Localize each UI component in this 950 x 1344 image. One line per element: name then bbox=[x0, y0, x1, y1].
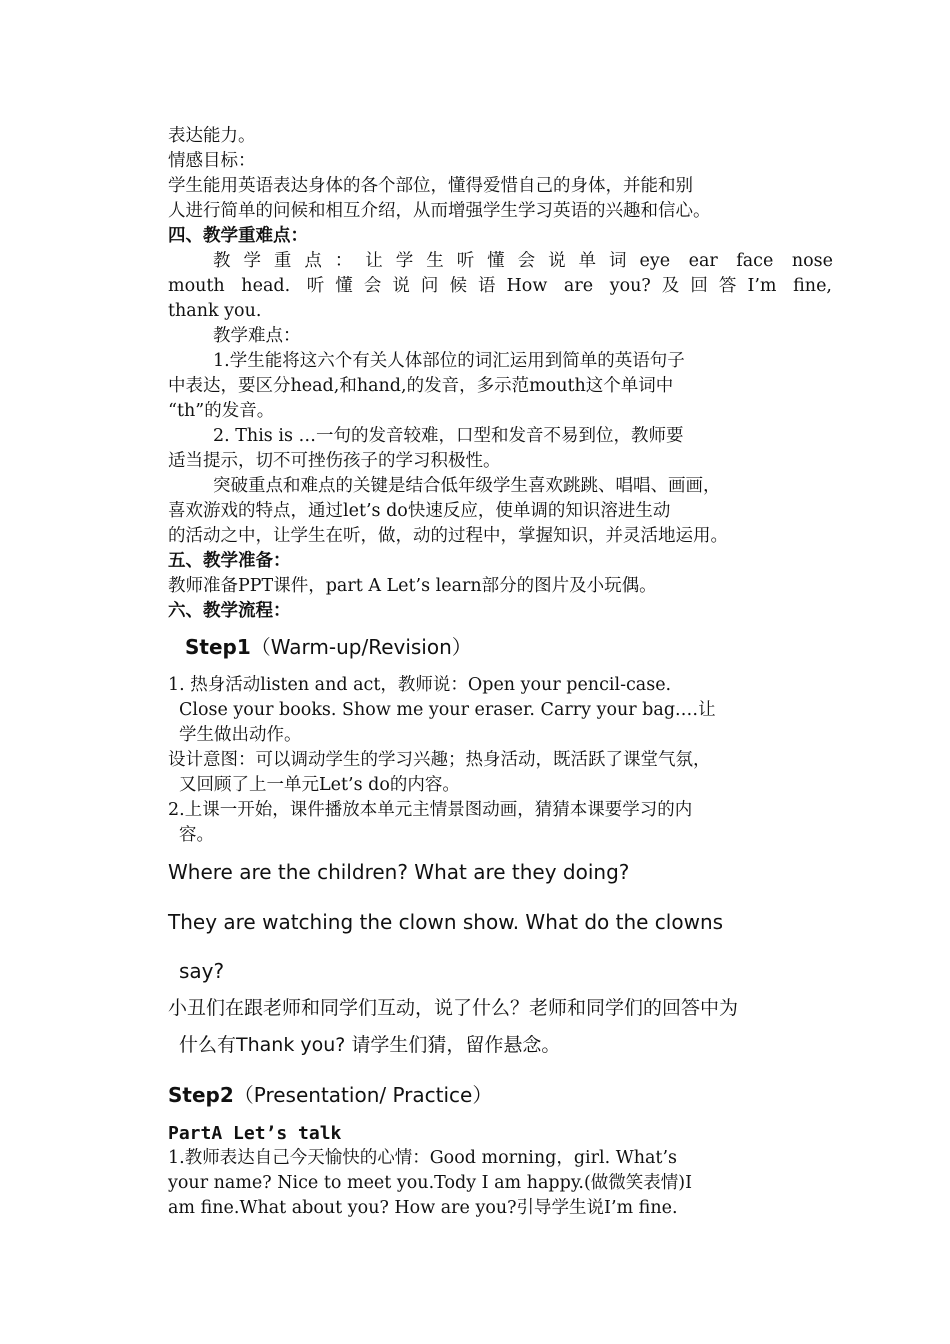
english-line: They are watching the clown show. What do the clowns bbox=[168, 910, 724, 934]
step1-title: （Warm-up/Revision） bbox=[250, 635, 472, 659]
text-line: 2. This is …一句的发音较难，口型和发音不易到位，教师要 bbox=[213, 426, 684, 446]
text-line: 1. 热身活动listen and act，教师说：Open your pencil-case. bbox=[168, 675, 672, 695]
step2-title: （Presentation/ Practice） bbox=[233, 1083, 493, 1107]
text-line: 表达能力。 bbox=[168, 126, 256, 146]
text-line: 喜欢游戏的特点，通过let’s do快速反应，使单调的知识溶进生动 bbox=[168, 501, 671, 521]
text-line: 1.教师表达自己今天愉快的心情：Good morning，girl. What’s bbox=[168, 1148, 678, 1168]
subsection-heading: PartA Let’s talk bbox=[168, 1123, 342, 1144]
text-line: am fine.What about you? How are you?引导学生说I’m fine. bbox=[168, 1198, 678, 1218]
text-line: Close your books. Show me your eraser. Carry your bag.…让 bbox=[179, 700, 716, 720]
text-line: 人进行简单的问候和相互介绍，从而增强学生学习英语的兴趣和信心。 bbox=[168, 201, 711, 221]
text-line: 适当提示，切不可挫伤孩子的学习积极性。 bbox=[168, 451, 501, 471]
text-line: 什么有Thank you? 请学生们猜，留作悬念。 bbox=[179, 1034, 561, 1056]
text-line: 设计意图：可以调动学生的学习兴趣；热身活动，既活跃了课堂气氛， bbox=[168, 750, 711, 770]
section-heading: 六、教学流程： bbox=[168, 601, 291, 621]
english-line: Where are the children? What are they doing? bbox=[168, 860, 630, 884]
text-line: 又回顾了上一单元Let’s do的内容。 bbox=[179, 775, 460, 795]
text-line: 容。 bbox=[179, 825, 214, 845]
text-line: 学生做出动作。 bbox=[179, 725, 302, 745]
text-line: 情感目标： bbox=[168, 151, 256, 171]
text-line: “th”的发音。 bbox=[168, 401, 275, 421]
step1-heading bbox=[185, 634, 472, 660]
section-heading: 四、教学重难点： bbox=[168, 226, 308, 246]
text-line: 的活动之中，让学生在听，做，动的过程中，掌握知识，并灵活地运用。 bbox=[168, 526, 728, 546]
text-line: thank you. bbox=[168, 301, 262, 321]
text-line: 2.上课一开始，课件播放本单元主情景图动画，猜猜本课要学习的内 bbox=[168, 800, 693, 820]
step2-label: Step2 bbox=[168, 1083, 234, 1107]
text-line: 中表达，要区分head,和hand,的发音，多示范mouth这个单词中 bbox=[168, 376, 674, 396]
section-heading: 五、教学准备： bbox=[168, 551, 291, 571]
text-line: 教学重点：让学生听懂会说单词eye ear face nose bbox=[213, 251, 833, 271]
english-line: say? bbox=[179, 959, 225, 983]
text-line: your name? Nice to meet you.Tody I am happy.(做微笑表情)I bbox=[168, 1173, 693, 1193]
text-line: 小丑们在跟老师和同学们互动，说了什么？老师和同学们的回答中为 bbox=[168, 997, 739, 1019]
text-line: 突破重点和难点的关键是结合低年级学生喜欢跳跳、唱唱、画画， bbox=[213, 476, 721, 496]
step2-heading bbox=[168, 1082, 492, 1108]
text-line: 1.学生能将这六个有关人体部位的词汇运用到简单的英语句子 bbox=[213, 351, 685, 371]
step1-label: Step1 bbox=[185, 635, 251, 659]
text-line: 教学难点： bbox=[213, 326, 301, 346]
text-line: 教师准备PPT课件，part A Let’s learn部分的图片及小玩偶。 bbox=[168, 576, 657, 596]
text-line: mouth head. 听懂会说问候语How are you?及回答I’m fine, bbox=[168, 276, 832, 296]
text-line: 学生能用英语表达身体的各个部位，懂得爱惜自己的身体，并能和别 bbox=[168, 176, 693, 196]
